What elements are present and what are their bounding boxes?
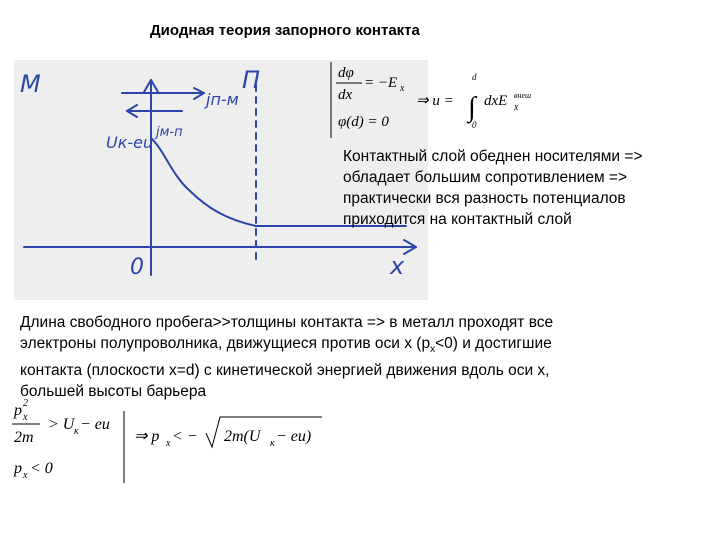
paragraph-line: практически вся разность потенциалов <box>343 190 626 207</box>
formula-dx: dx <box>338 87 353 103</box>
svg-text:0: 0 <box>472 120 477 130</box>
slide-title: Диодная теория запорного контакта <box>150 22 420 39</box>
formula-px2: p <box>14 402 22 419</box>
formula-relation: > U <box>48 416 75 433</box>
svg-text:к: к <box>270 438 275 449</box>
paragraph-line: Контактный слой обеднен носителями => <box>343 148 643 165</box>
body-line: Длина свободного пробега>>толщины контакта => в металл проходят все <box>20 314 554 331</box>
svg-text:x: x <box>400 83 405 94</box>
body-line: электроны полупроволника, движущиеся против оси x $(p_x<0)$ и достигшие <box>20 335 552 356</box>
svg-text:x: x <box>514 102 519 113</box>
formula-momentum-condition <box>10 393 340 483</box>
formula-sqrt-body: 2m(U <box>224 428 261 445</box>
label-metal: М <box>20 70 41 98</box>
mean-free-path-text <box>20 312 700 402</box>
body-line: контакта (плоскости x=d) с кинетической энергией движения вдоль оси x, <box>20 362 550 380</box>
svg-text:к: к <box>74 426 79 437</box>
svg-text:− eu: − eu <box>80 416 110 433</box>
formula-integrand: dxE <box>484 93 508 109</box>
svg-text:x: x <box>23 412 28 423</box>
svg-text:d: d <box>472 72 477 82</box>
formula-px-negative: p <box>14 460 22 477</box>
svg-text:< −: < − <box>172 428 198 445</box>
formula-px-result: ⇒ p <box>134 428 160 445</box>
svg-text:< 0: < 0 <box>30 460 53 477</box>
formula-implies: ⇒ u = <box>416 93 454 109</box>
label-semiconductor: П <box>242 66 261 94</box>
svg-text:2: 2 <box>23 398 28 409</box>
formula-rhs: = −E <box>364 75 398 91</box>
svg-text:x: x <box>166 438 171 449</box>
label-x: x <box>390 252 405 280</box>
svg-text:внеш: внеш <box>514 91 532 100</box>
formula-dphi: dφ <box>338 65 354 81</box>
svg-text:x: x <box>23 470 28 481</box>
svg-text:− eu): − eu) <box>276 428 312 445</box>
label-barrier: Uк-eu <box>106 133 154 152</box>
paragraph-line: приходится на контактный слой <box>343 211 572 228</box>
paragraph-line: обладает большим сопротивлением => <box>343 169 628 186</box>
formula-2m: 2m <box>14 429 34 446</box>
label-jnm: jп-м <box>206 90 239 109</box>
body-line: большей высоты барьера <box>20 383 207 401</box>
formula-boundary-condition: φ(d) = 0 <box>338 114 389 130</box>
contact-layer-explanation <box>343 146 693 230</box>
integral-sign: ∫ <box>468 92 476 123</box>
formula-field-integral <box>330 60 560 140</box>
label-jmn: jм-п <box>156 125 183 140</box>
label-origin: 0 <box>130 255 144 280</box>
